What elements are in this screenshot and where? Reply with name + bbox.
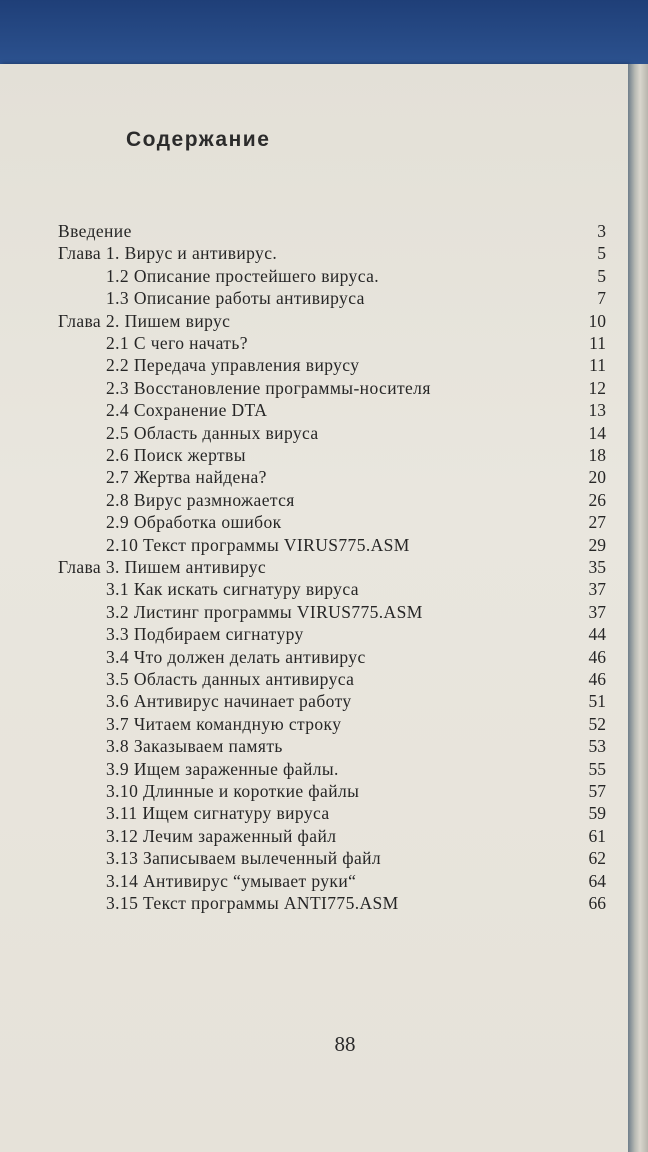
toc-entry (58, 310, 606, 332)
toc-entry-label: 3.3 Подбираем сигнатуру (106, 624, 304, 645)
toc-entry-page: 66 (588, 893, 606, 913)
toc-entry-label: 3.10 Длинные и короткие файлы (106, 781, 360, 801)
toc-entry-label: 3.11 Ищем сигнатуру вируса (106, 803, 330, 824)
toc-entry (58, 242, 606, 264)
toc-entry-label: 3.14 Антивирус “умывает руки“ (106, 870, 357, 891)
toc-entry (106, 690, 606, 712)
toc-entry-label: 3.9 Ищем зараженные файлы. (106, 758, 339, 779)
toc-entry-label: 2.7 Жертва найдена? (106, 467, 267, 488)
toc-entry-label: 3.12 Лечим зараженный файл (106, 825, 337, 846)
toc-entry (106, 354, 606, 376)
toc-entry-label: 3.4 Что должен делать антивирус (106, 646, 366, 667)
toc-entry-label: 1.3 Описание работы антивируса (106, 288, 365, 309)
toc-entry (106, 287, 606, 309)
toc-entry-label: 3.15 Текст программы ANTI775.ASM (106, 893, 399, 913)
toc-entry (106, 668, 606, 690)
toc-entry (106, 802, 606, 824)
toc-entry (106, 511, 606, 533)
toc-entry-page: 37 (588, 601, 606, 622)
toc-entry-page: 51 (588, 691, 606, 712)
toc-entry-page: 29 (588, 534, 606, 555)
toc-entry (106, 332, 606, 354)
toc-entry-page: 18 (588, 445, 606, 465)
toc-entry-page: 57 (588, 781, 606, 801)
toc-entry-label: 3.8 Заказываем память (106, 736, 283, 757)
toc-entry-label: 2.10 Текст программы VIRUS775.ASM (106, 534, 410, 555)
toc-entry (106, 623, 606, 645)
toc-entry-page: 37 (588, 579, 606, 600)
toc-entry-page: 7 (597, 288, 606, 309)
toc-entry-page: 46 (588, 646, 606, 667)
toc-entry-page: 27 (588, 512, 606, 533)
toc-entry (106, 735, 606, 757)
toc-entry-label: 2.5 Область данных вируса (106, 422, 319, 443)
toc-entry-label: 3.5 Область данных антивируса (106, 669, 355, 689)
toc-entry-page: 10 (588, 310, 606, 331)
toc-entry (106, 713, 606, 735)
toc-entry-page: 5 (597, 265, 606, 286)
toc-entry-page: 11 (589, 333, 606, 353)
toc-entry-label: Введение (58, 221, 132, 241)
toc-entry-page: 46 (588, 669, 606, 689)
toc-entry (106, 870, 606, 892)
toc-entry (106, 466, 606, 488)
toc-entry-page: 61 (588, 825, 606, 846)
toc-entry (106, 780, 606, 802)
toc-entry (106, 847, 606, 869)
toc-entry-label: 2.9 Обработка ошибок (106, 512, 282, 533)
toc-entry (106, 892, 606, 914)
toc-entry-page: 55 (588, 758, 606, 779)
toc-entry-label: Глава 1. Вирус и антивирус. (58, 243, 278, 264)
toc-entry-page: 53 (588, 736, 606, 757)
toc-entry-label: 2.1 С чего начать? (106, 333, 248, 353)
toc-entry-page: 20 (588, 467, 606, 488)
toc-entry-label: 3.2 Листинг программы VIRUS775.ASM (106, 601, 423, 622)
toc-entry-label: 3.6 Антивирус начинает работу (106, 691, 352, 712)
toc-entry-label: 2.8 Вирус размножается (106, 489, 295, 510)
toc-entry (106, 758, 606, 780)
toc-entry-page: 13 (588, 400, 606, 421)
toc-entry-page: 59 (588, 803, 606, 824)
toc-entry-label: 3.13 Записываем вылеченный файл (106, 848, 382, 869)
toc-entry-label: 2.2 Передача управления вирусу (106, 355, 360, 376)
toc-entry (106, 646, 606, 668)
toc-title: Содержание (126, 128, 271, 151)
toc-entry (106, 489, 606, 511)
toc-entry-page: 62 (588, 848, 606, 869)
toc-entry (106, 265, 606, 287)
toc-entry (106, 578, 606, 600)
toc-entry-page: 26 (588, 489, 606, 510)
toc-entry-label: 2.6 Поиск жертвы (106, 445, 246, 465)
toc-entry-label: Глава 3. Пишем антивирус (58, 557, 267, 577)
page-number: 88 (334, 1032, 356, 1056)
toc-entry-page: 52 (588, 713, 606, 734)
toc-entry-page: 64 (588, 870, 606, 891)
toc-entry (58, 556, 606, 578)
toc-entry (106, 601, 606, 623)
toc-entry-page: 11 (589, 355, 606, 376)
toc-entry-page: 12 (588, 377, 606, 398)
toc-entry-page: 14 (588, 422, 606, 443)
toc-entry (106, 825, 606, 847)
toc-entry-label: 2.3 Восстановление программы-носителя (106, 377, 431, 398)
toc-entry-label: 2.4 Сохранение DTA (106, 400, 268, 421)
toc-entry (106, 422, 606, 444)
toc-entry-page: 5 (597, 243, 606, 264)
page-edge (628, 64, 648, 1152)
toc-entry-label: 3.1 Как искать сигнатуру вируса (106, 579, 359, 600)
toc-entry-label: 1.2 Описание простейшего вируса. (106, 265, 380, 286)
toc-entry (106, 399, 606, 421)
toc-entry (106, 444, 606, 466)
toc-entry (58, 220, 606, 242)
toc-entry-page: 3 (597, 221, 606, 241)
toc-entry-label: 3.7 Читаем командную строку (106, 713, 342, 734)
toc-entry (106, 377, 606, 399)
toc-entry-label: Глава 2. Пишем вирус (58, 310, 231, 331)
toc-entry (106, 534, 606, 556)
toc-entry-page: 35 (588, 557, 606, 577)
toc-entry-page: 44 (588, 624, 606, 645)
